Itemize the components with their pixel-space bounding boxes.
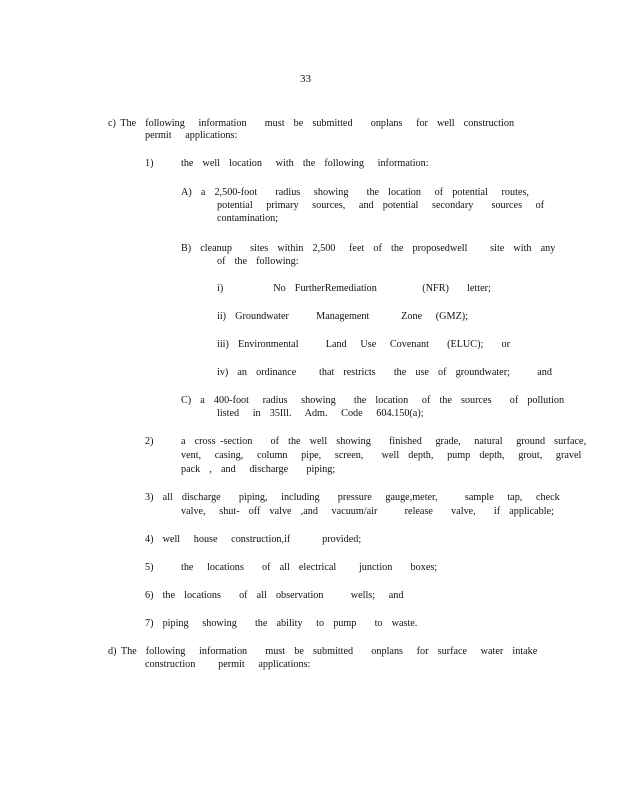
item-b-iii: iii) Environmental Land Use Covenant (ELUC); or: [217, 339, 510, 350]
item-b-line-1: B) cleanup sites within 2,500 feet of the proposedwell site with any: [181, 243, 556, 254]
item-d-line-1: d) The following information must be submitted onplans for surface water intake: [108, 646, 538, 657]
item-7: 7) piping showing the ability to pump to waste.: [145, 618, 418, 629]
item-c-line-2: permit applications:: [145, 130, 238, 141]
item-b-iv: iv) an ordinance that restricts the use of groundwater; and: [217, 367, 552, 378]
item-b-i: i) No FurtherRemediation (NFR) letter;: [217, 283, 491, 294]
item-2-line-2: vent, casing, column pipe, screen, well depth, pump depth, grout, gravel: [181, 450, 582, 461]
item-5-text: the locations of all electrical junction boxes;: [181, 562, 438, 573]
page-number: 33: [300, 73, 311, 85]
item-1-number: 1): [145, 158, 154, 169]
item-d-line-2: construction permit applications:: [145, 659, 311, 670]
item-b-ii: ii) Groundwater Management Zone (GMZ);: [217, 311, 469, 322]
item-3-line-2: valve, shut- off valve ,and vacuum/air release valve, if applicable;: [181, 506, 554, 517]
item-6: 6) the locations of all observation wells; and: [145, 590, 404, 601]
item-3-line-1: 3) all discharge piping, including pressure gauge,meter, sample tap, check: [145, 492, 560, 503]
item-1-text: the well location with the following information:: [181, 158, 429, 169]
item-2-line-1: a cross -section of the well showing finished grade, natural ground surface,: [181, 436, 587, 447]
item-2-line-3: pack , and discharge piping;: [181, 464, 336, 475]
item-a-line-3: contamination;: [217, 213, 279, 224]
item-5-number: 5): [145, 562, 154, 573]
item-c-line-1: c) The following information must be submitted onplans for well construction: [108, 118, 515, 129]
item-b-line-2: of the following:: [217, 256, 299, 267]
item-c-sub-line-2: listed in 35Ill. Adm. Code 604.150(a);: [217, 408, 424, 419]
item-4: 4) well house construction,if provided;: [145, 534, 362, 545]
item-a-line-1: A) a 2,500-foot radius showing the location of potential routes,: [181, 187, 529, 198]
item-2-number: 2): [145, 436, 154, 447]
item-a-line-2: potential primary sources, and potential secondary sources of: [217, 200, 545, 211]
item-c-sub-line-1: C) a 400-foot radius showing the location of the sources of pollution: [181, 395, 565, 406]
